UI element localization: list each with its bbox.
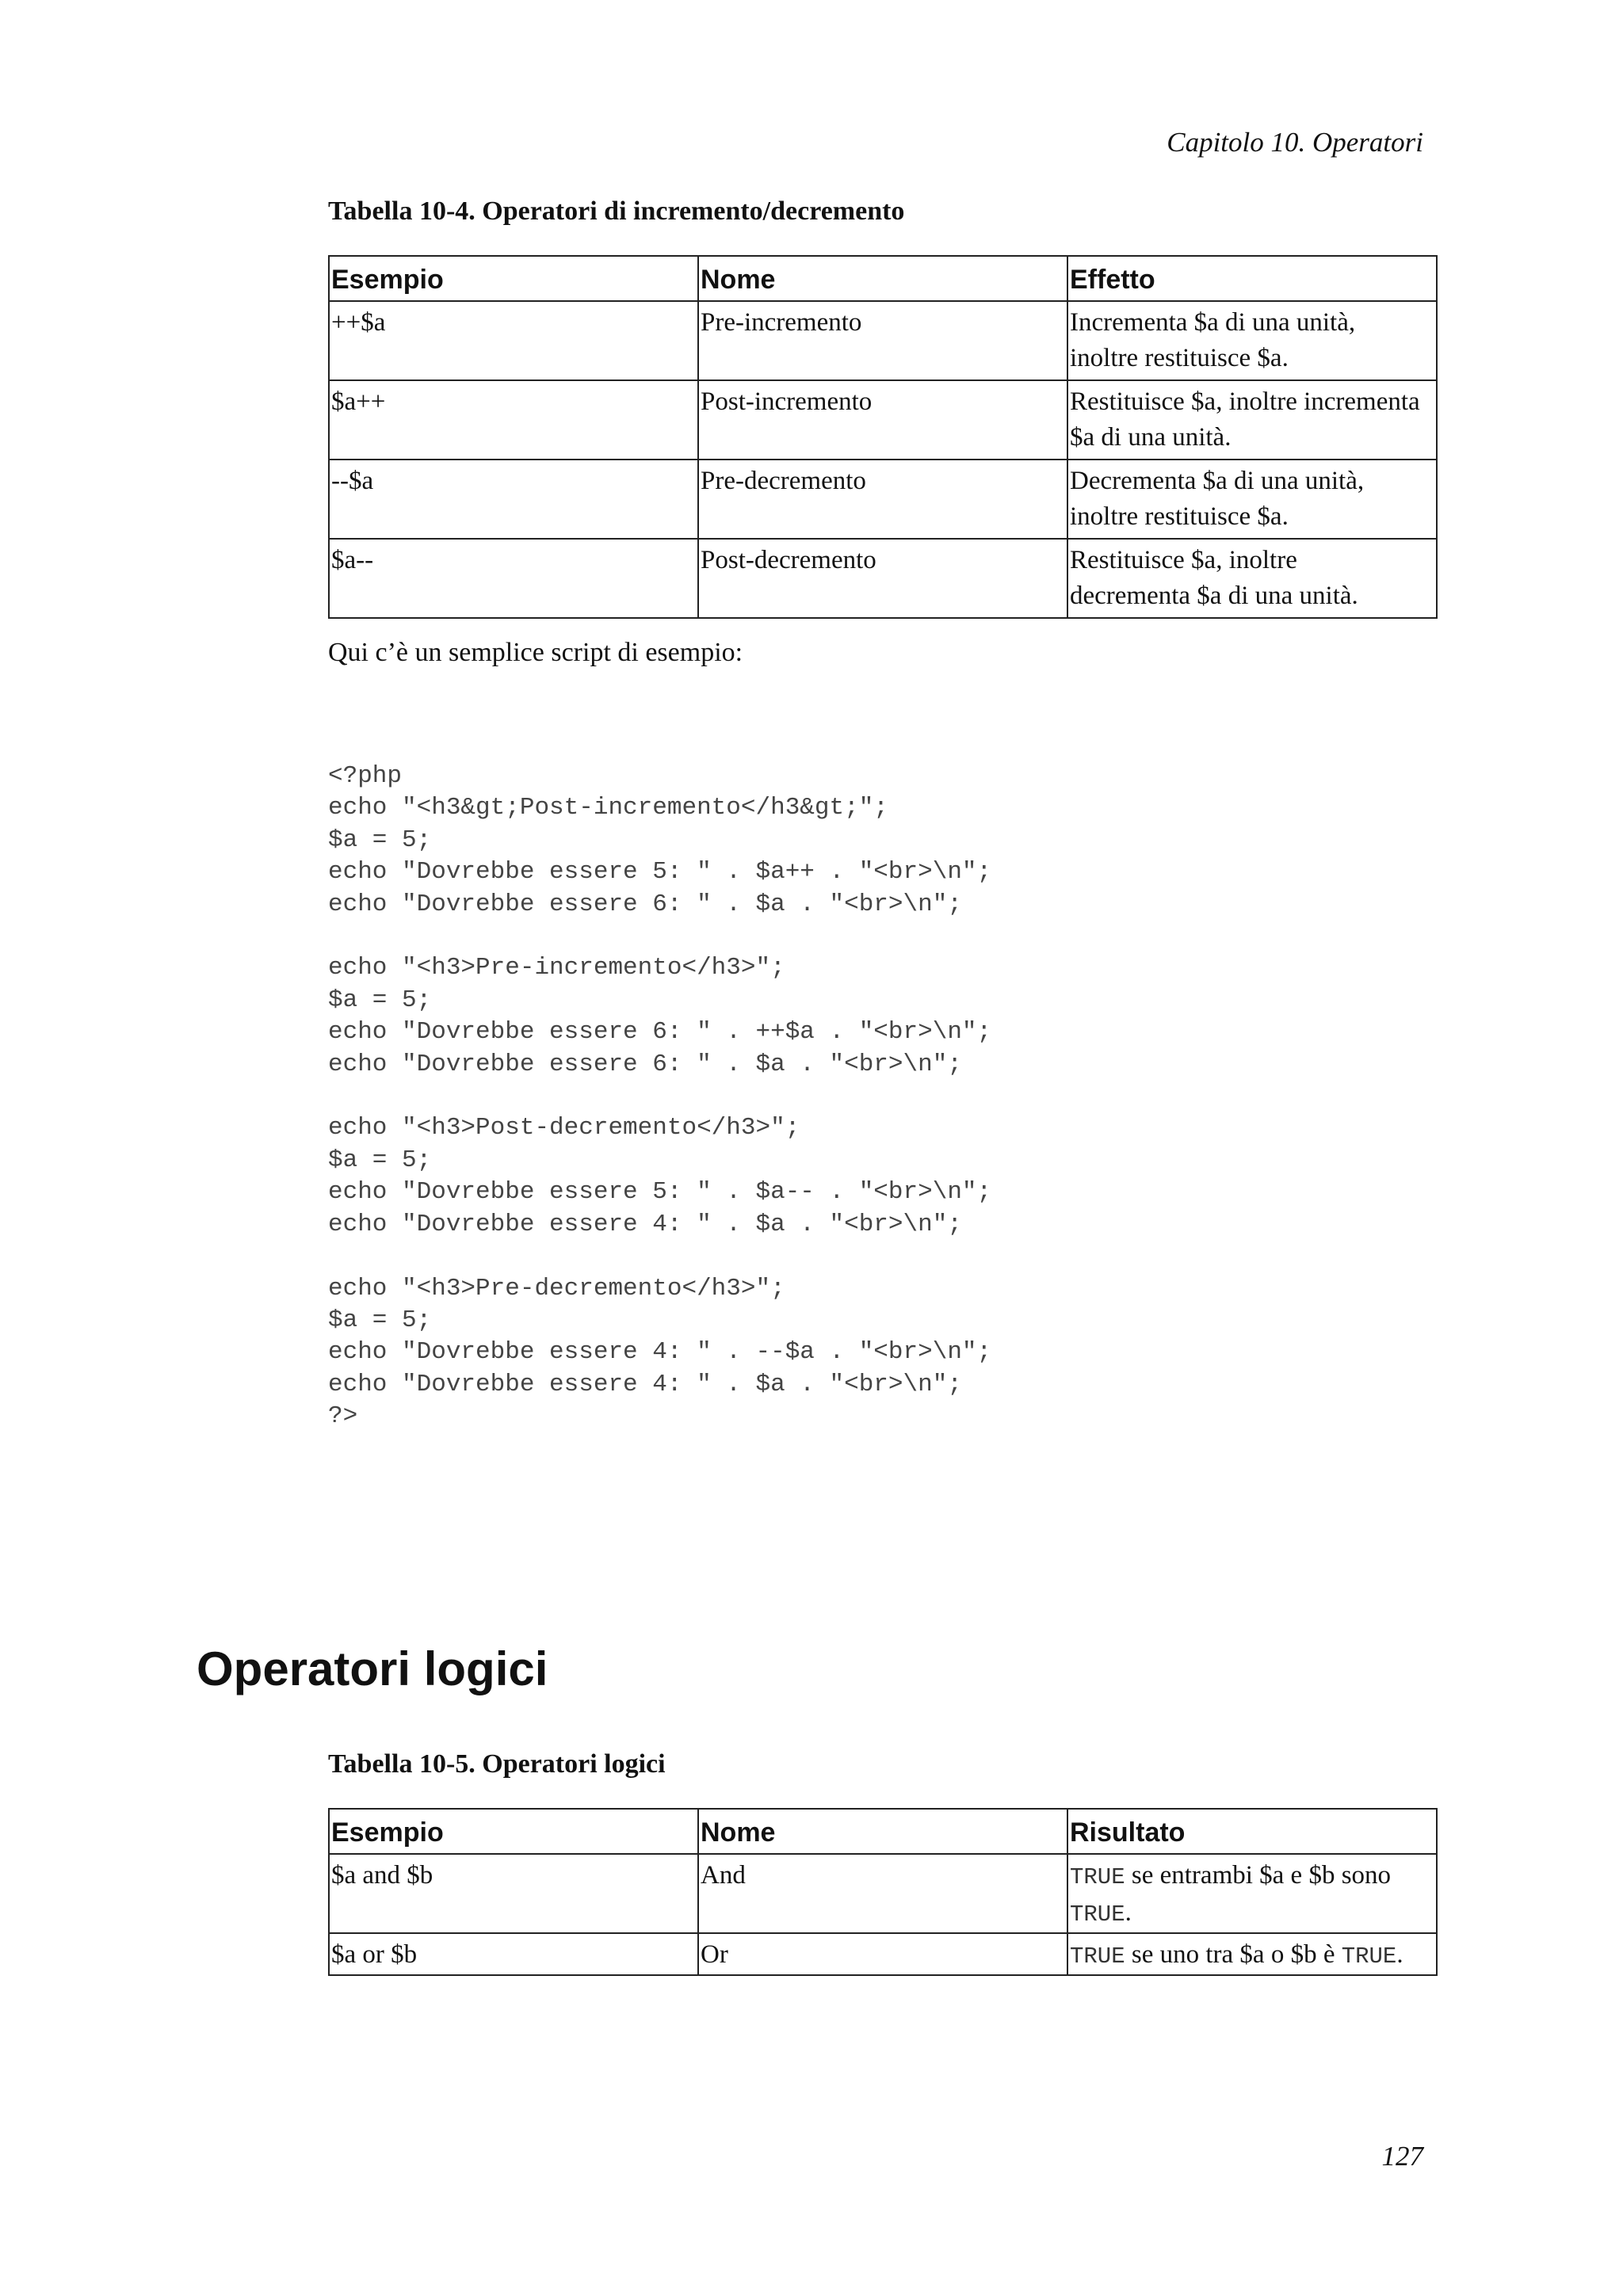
cell-example: $a++	[329, 380, 698, 460]
table-caption-increment: Tabella 10-4. Operatori di incremento/decremento	[328, 196, 905, 226]
table-row	[329, 380, 1437, 460]
table-row	[329, 460, 1437, 539]
column-header-example: Esempio	[329, 256, 698, 301]
column-header-name: Nome	[698, 256, 1067, 301]
cell-name: Post-incremento	[698, 380, 1067, 460]
intro-paragraph: Qui c’è un semplice script di esempio:	[328, 638, 743, 667]
cell-effect	[1067, 301, 1437, 380]
table-row	[329, 1854, 1437, 1933]
running-header: Capitolo 10. Operatori	[1167, 127, 1423, 158]
cell-effect	[1067, 460, 1437, 539]
cell-example: ++$a	[329, 301, 698, 380]
table-header-row	[329, 256, 1437, 301]
cell-name: Or	[698, 1933, 1067, 1975]
column-header-example: Esempio	[329, 1809, 698, 1854]
table-row	[329, 301, 1437, 380]
effect-line: decrementa $a di una unità.	[1070, 582, 1358, 610]
keyword-true: TRUE	[1341, 1943, 1397, 1970]
keyword-true: TRUE	[1070, 1864, 1125, 1890]
cell-example: $a or $b	[329, 1933, 698, 1975]
keyword-true: TRUE	[1070, 1901, 1125, 1928]
column-header-name: Nome	[698, 1809, 1067, 1854]
keyword-true: TRUE	[1070, 1943, 1125, 1970]
page-number: 127	[1381, 2141, 1423, 2172]
effect-line: Restituisce $a, inoltre	[1070, 546, 1297, 574]
cell-name: Pre-decremento	[698, 460, 1067, 539]
cell-result	[1067, 1933, 1437, 1975]
result-text: se uno tra $a o $b è	[1125, 1940, 1342, 1969]
result-text: se entrambi $a e $b sono	[1125, 1861, 1392, 1890]
effect-line: Incrementa $a di una unità,	[1070, 308, 1356, 337]
result-punct: .	[1396, 1940, 1403, 1969]
cell-result	[1067, 1854, 1437, 1933]
increment-operators-table	[328, 255, 1438, 619]
cell-name: And	[698, 1854, 1067, 1933]
cell-example: $a--	[329, 539, 698, 618]
table-row	[329, 1933, 1437, 1975]
cell-effect	[1067, 380, 1437, 460]
cell-name: Post-decremento	[698, 539, 1067, 618]
table-header-row	[329, 1809, 1437, 1854]
effect-line: $a di una unità.	[1070, 423, 1232, 452]
column-header-effect: Effetto	[1067, 256, 1437, 301]
cell-example: $a and $b	[329, 1854, 698, 1933]
effect-line: Decrementa $a di una unità,	[1070, 467, 1365, 495]
cell-effect	[1067, 539, 1437, 618]
table-caption-logical: Tabella 10-5. Operatori logici	[328, 1749, 666, 1779]
effect-line: inoltre restituisce $a.	[1070, 502, 1289, 531]
result-punct: .	[1125, 1898, 1132, 1927]
table-row	[329, 539, 1437, 618]
effect-line: inoltre restituisce $a.	[1070, 344, 1289, 372]
logical-operators-table	[328, 1808, 1438, 1976]
cell-name: Pre-incremento	[698, 301, 1067, 380]
effect-line: Restituisce $a, inoltre incrementa	[1070, 387, 1420, 416]
section-heading: Operatori logici	[197, 1642, 548, 1695]
php-code-example: <?php echo "<h3&gt;Post-incremento</h3&gt;"; $a = 5; echo "Dovrebbe essere 5: " . $a++ . "<br>\n"; echo "Dovrebbe essere 6: " . $a . "<br>\n"; echo "<h3>Pre-incremento</h3>"; $a = 5; echo "Dovrebbe essere 6: " . ++$a . "<br>\n"; echo "Dovrebbe essere 6: " . $a . "<br>\n"; echo "<h3>Post-decremento</h3>"; $a = 5; echo "Dovrebbe essere 5: " . $a-- . "<br>\n"; echo "Dovrebbe essere 4: " . $a . "<br>\n"; echo "<h3>Pre-decremento</h3>"; $a = 5; echo "Dovrebbe essere 4: " . --$a . "<br>\n"; echo "Dovrebbe essere 4: " . $a . "<br>\n"; ?>	[328, 762, 992, 1431]
cell-example: --$a	[329, 460, 698, 539]
column-header-result: Risultato	[1067, 1809, 1437, 1854]
